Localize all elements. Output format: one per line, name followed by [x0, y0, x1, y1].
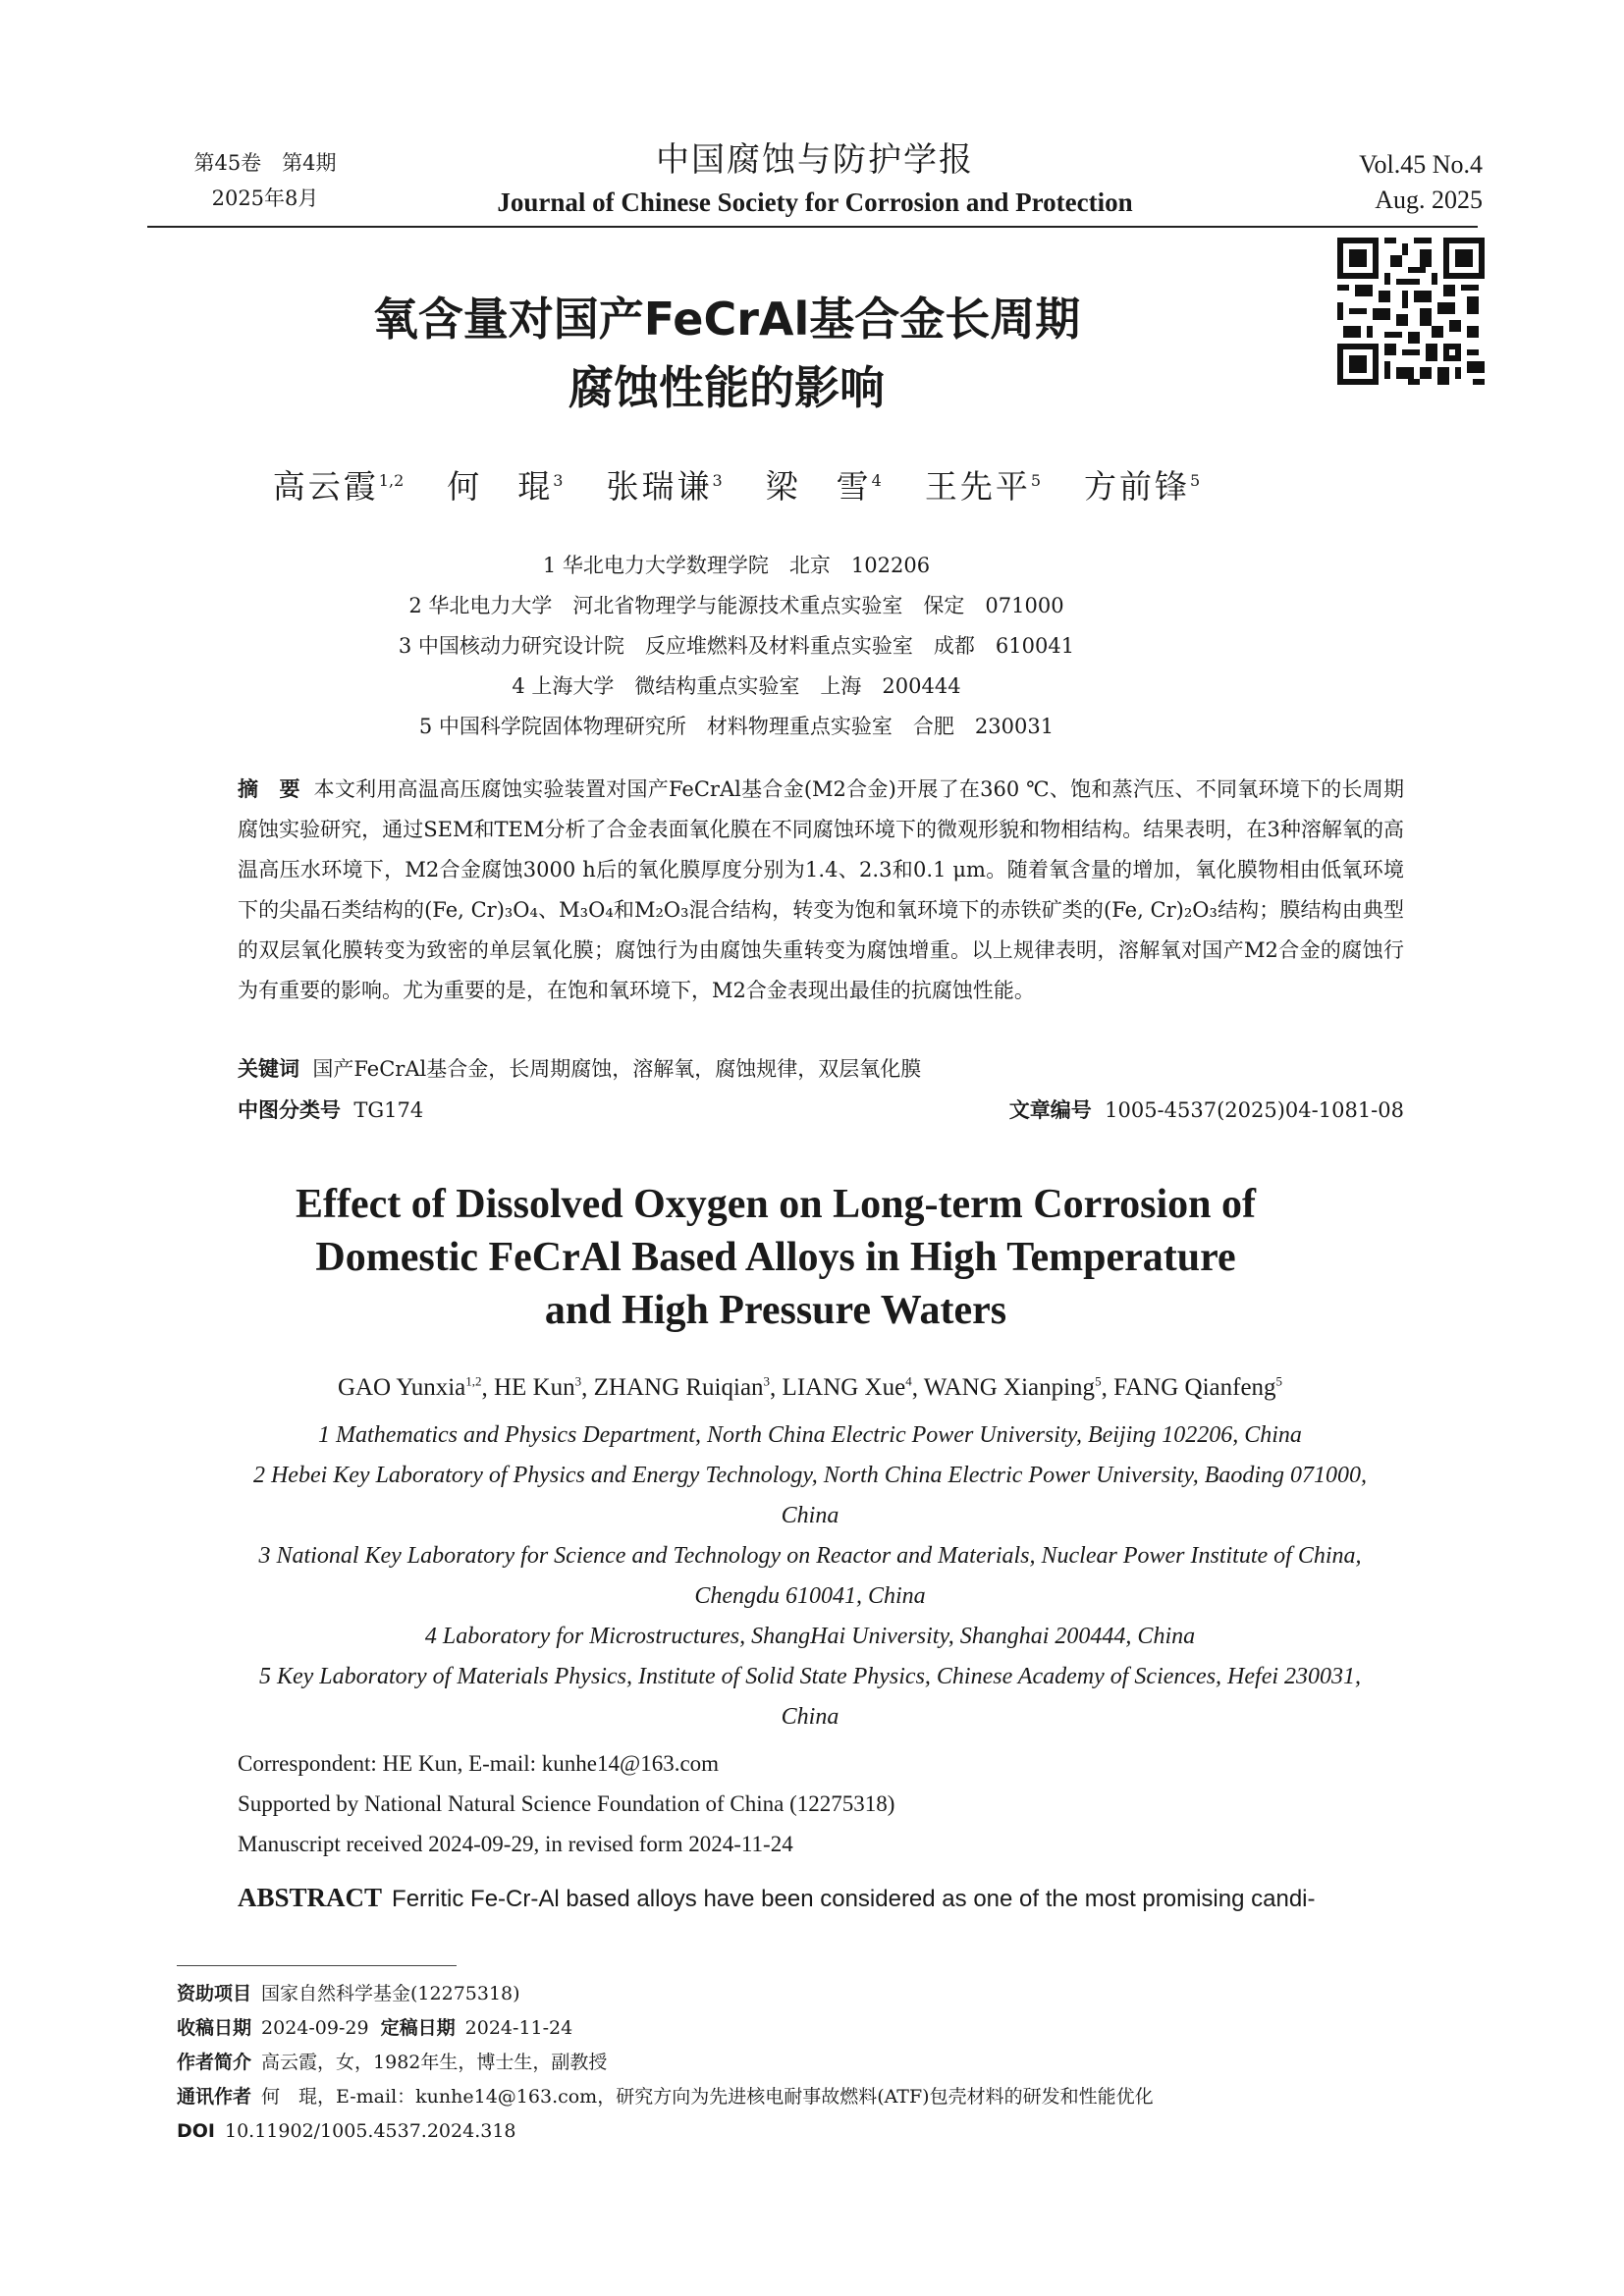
abstract-cn-label: 摘 要 — [238, 777, 300, 801]
clc-value: TG174 — [353, 1098, 424, 1122]
affiliation-cn: 1 华北电力大学数理学院 北京 102206 — [542, 554, 931, 577]
abstract-en-label: ABSTRACT — [238, 1883, 383, 1912]
title-en-line-1: Effect of Dissolved Oxygen on Long-term Corrosion of — [296, 1182, 1256, 1227]
footnote-funding: 资助项目 国家自然科学基金(12275318) — [177, 1983, 520, 2004]
author-en: WANG Xianping$^5$ — [923, 1374, 1102, 1402]
keywords-cn — [238, 1050, 1404, 1088]
affiliation-cn: 2 华北电力大学 河北省物理学与能源技术重点实验室 保定 071000 — [408, 594, 1064, 617]
journal-title-cn: 中国腐蚀与防护学报 — [656, 140, 974, 180]
affiliations-en — [236, 1415, 1384, 1737]
footnote-doi: DOI 10.11902/1005.4537.2024.318 — [177, 2120, 516, 2142]
date-en: Aug. 2025 — [1375, 186, 1483, 214]
footnote-divider — [177, 1965, 457, 1966]
footnote-dates: 收稿日期 2024-09-29 定稿日期 2024-11-24 — [177, 2017, 573, 2039]
abstract-en — [238, 1883, 1404, 1913]
author-cn: 高云霞$^{1,2}$ — [272, 467, 405, 506]
date-cn: 2025年8月 — [211, 187, 319, 210]
affiliation-en: 1 Mathematics and Physics Department, North China Electric Power University, Beijing 102206, China — [318, 1422, 1302, 1448]
authors-en: GAO Yunxia$^{1,2}$, HE Kun$^3$, ZHANG Ruiqian$^3$, LIANG Xue$^4$, WANG Xianping$^5$, FANG Qianfeng$^5$ — [337, 1374, 1283, 1402]
abstract-cn-text: 本文利用高温高压腐蚀实验装置对国产FeCrAl基合金(M2合金)开展了在360 ℃、饱和蒸汽压、不同氧环境下的长周期腐蚀实验研究，通过SEM和TEM分析了合金表面氧化膜在不同腐蚀环境下的微观形貌和物相结构。结果表明，在3种溶解氧的高温高压水环境下，M2合金腐蚀3000 h后的氧化膜厚度分别为1.4、2.3和0.1 μm。随着氧含量的增加，氧化膜物相由低氧环境下的尖晶石类结构的(Fe, Cr)₃O₄、M₃O₄和M₂O₃混合结构，转变为饱和氧环境下的赤铁矿类的(Fe, Cr)₂O₃结构；膜结构由典型的双层氧化膜转变为致密的单层氧化膜；腐蚀行为由腐蚀失重转变为腐蚀增重。以上规律表明，溶解氧对国产M2合金的腐蚀行为有重要的影响。尤为重要的是，在饱和氧环境下，M2合金表现出最佳的抗腐蚀性能。 — [238, 777, 1405, 1002]
affiliations-cn — [196, 546, 1276, 747]
header-right — [1306, 147, 1483, 218]
abstract-en-text: Ferritic Fe-Cr-Al based alloys have been considered as one of the most promising candi- — [392, 1886, 1316, 1912]
title-cn-line-2: 腐蚀性能的影响 — [568, 361, 885, 414]
footnote-correspondent: 通讯作者 何 琨，E-mail：kunhe14@163.com，研究方向为先进核电耐事故燃料(ATF)包壳材料的研发和性能优化 — [177, 2086, 1154, 2108]
author-cn: 王先平$^5$ — [924, 467, 1041, 506]
clc-label: 中图分类号 — [238, 1098, 341, 1122]
abstract-cn — [238, 770, 1404, 1011]
header-center — [383, 137, 1247, 222]
footnote-author: 作者简介 高云霞，女，1982年生，博士生，副教授 — [177, 2052, 608, 2073]
affiliation-en: 2 Hebei Key Laboratory of Physics and Energy Technology, North China Electric Power University, Baoding 071000, China — [252, 1463, 1368, 1528]
volume-issue-cn: 第45卷 第4期 — [193, 151, 337, 175]
author-en: ZHANG Ruiqian$^3$ — [593, 1374, 771, 1402]
paper-title-en — [236, 1178, 1316, 1337]
meta-en — [238, 1743, 1404, 1864]
qr-code-icon — [1337, 238, 1485, 385]
journal-title-en: Journal of Chinese Society for Corrosion and Protection — [497, 187, 1133, 217]
title-en-line-2: Domestic FeCrAl Based Alloys in High Temperature — [315, 1235, 1236, 1280]
affiliation-en: 4 Laboratory for Microstructures, ShangHai University, Shanghai 200444, China — [424, 1624, 1196, 1649]
author-en: GAO Yunxia$^{1,2}$ — [337, 1374, 482, 1402]
author-cn: 张瑞谦$^3$ — [606, 467, 723, 506]
header-left — [177, 145, 353, 216]
affiliation-en: 3 National Key Laboratory for Science and Technology on Reactor and Materials, Nuclear Power Institute of China, Chengdu 610041, China — [258, 1543, 1362, 1609]
title-cn-line-1: 氧含量对国产FeCrAl基合金长周期 — [372, 293, 1081, 346]
author-en: FANG Qianfeng$^5$ — [1113, 1374, 1283, 1402]
manuscript-line: Manuscript received 2024-09-29, in revised form 2024-11-24 — [238, 1832, 793, 1856]
affiliation-cn: 5 中国科学院固体物理研究所 材料物理重点实验室 合肥 230031 — [418, 715, 1055, 738]
article-number-value: 1005-4537(2025)04-1081-08 — [1105, 1098, 1404, 1122]
affiliation-en: 5 Key Laboratory of Materials Physics, Institute of Solid State Physics, Chinese Academy of Sciences, Hefei 230031, China — [258, 1664, 1362, 1730]
volume-issue-en: Vol.45 No.4 — [1359, 150, 1483, 179]
authors-cn — [196, 461, 1276, 507]
keywords-cn-label: 关键词 — [238, 1057, 299, 1081]
paper-title-cn — [236, 285, 1218, 422]
header-divider — [147, 226, 1478, 228]
keywords-cn-text: 国产FeCrAl基合金，长周期腐蚀，溶解氧，腐蚀规律，双层氧化膜 — [312, 1057, 922, 1081]
footnotes — [177, 1977, 1453, 2149]
affiliation-cn: 3 中国核动力研究设计院 反应堆燃料及材料重点实验室 成都 610041 — [398, 634, 1075, 658]
author-cn: 方前锋$^5$ — [1084, 467, 1201, 506]
title-en-line-3: and High Pressure Waters — [544, 1288, 1007, 1333]
classification-row — [238, 1092, 1404, 1129]
article-number-label: 文章编号 — [1008, 1098, 1092, 1122]
author-cn: 梁 雪$^4$ — [765, 467, 882, 506]
correspondent-line: Correspondent: HE Kun, E-mail: kunhe14@163.com — [238, 1751, 720, 1776]
author-cn: 何 琨$^3$ — [447, 467, 564, 506]
supported-line: Supported by National Natural Science Foundation of China (12275318) — [238, 1791, 895, 1816]
author-en: HE Kun$^3$ — [494, 1374, 582, 1402]
affiliation-cn: 4 上海大学 微结构重点实验室 上海 200444 — [512, 674, 961, 698]
author-en: LIANG Xue$^4$ — [782, 1374, 912, 1402]
